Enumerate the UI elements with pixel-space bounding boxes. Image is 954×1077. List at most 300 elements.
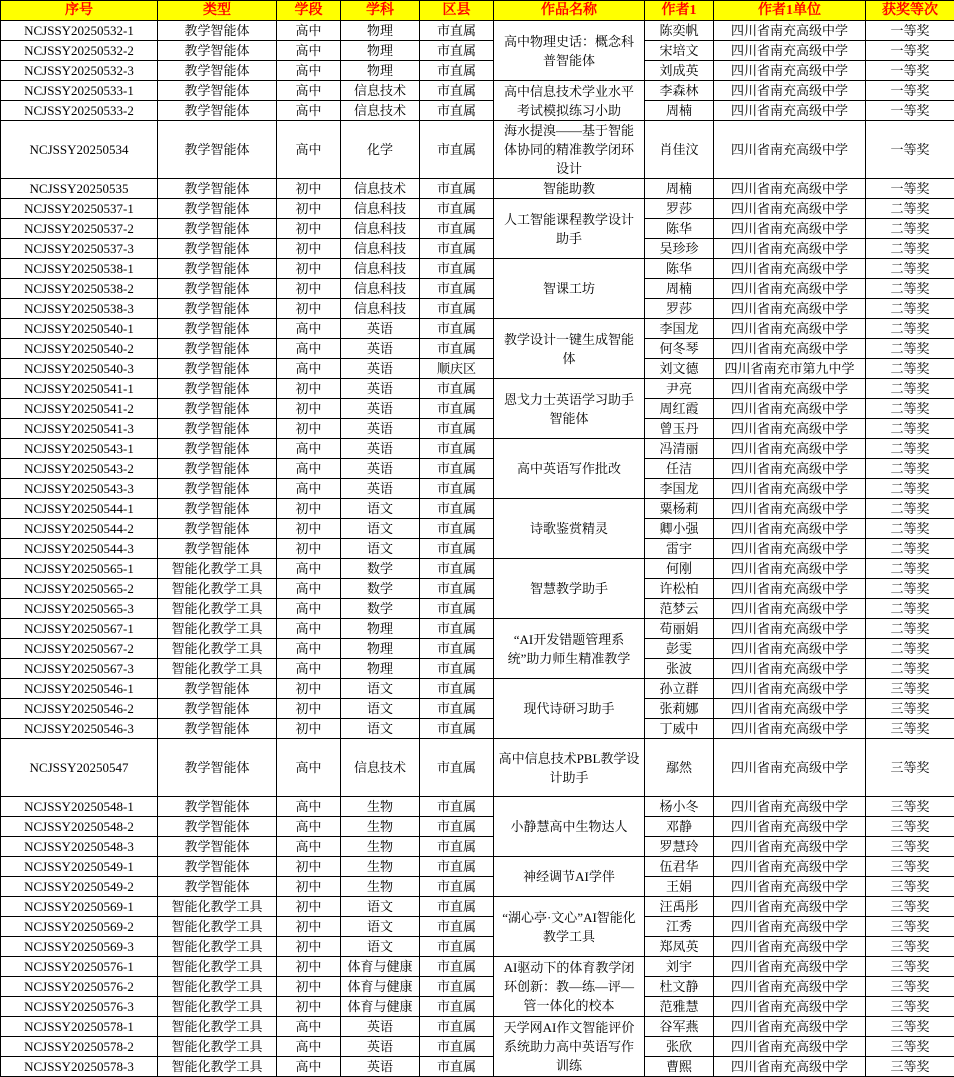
cell-id: NCJSSY20250567-2 (1, 639, 158, 659)
cell-stage: 高中 (277, 1017, 341, 1037)
cell-id: NCJSSY20250540-1 (1, 319, 158, 339)
cell-author: 李森林 (645, 81, 714, 101)
cell-stage: 初中 (277, 857, 341, 877)
cell-type: 教学智能体 (158, 61, 277, 81)
cell-award: 二等奖 (866, 499, 954, 519)
cell-district: 市直属 (420, 599, 494, 619)
cell-subject: 生物 (341, 817, 420, 837)
cell-stage: 高中 (277, 479, 341, 499)
cell-district: 市直属 (420, 837, 494, 857)
cell-type: 智能化教学工具 (158, 579, 277, 599)
cell-work: 智能助教 (494, 179, 645, 199)
cell-award: 三等奖 (866, 1037, 954, 1057)
cell-subject: 语文 (341, 897, 420, 917)
cell-type: 教学智能体 (158, 81, 277, 101)
cell-type: 教学智能体 (158, 101, 277, 121)
cell-unit: 四川省南充高级中学 (714, 897, 866, 917)
cell-work: “AI开发错题管理系统”助力师生精准教学 (494, 619, 645, 679)
table-row (1, 479, 954, 499)
cell-id: NCJSSY20250565-1 (1, 559, 158, 579)
table-row (1, 957, 954, 977)
cell-type: 教学智能体 (158, 399, 277, 419)
table-row (1, 997, 954, 1017)
cell-unit: 四川省南充高级中学 (714, 817, 866, 837)
cell-district: 市直属 (420, 101, 494, 121)
cell-type: 教学智能体 (158, 41, 277, 61)
cell-id: NCJSSY20250540-2 (1, 339, 158, 359)
cell-author: 伍君华 (645, 857, 714, 877)
cell-type: 教学智能体 (158, 479, 277, 499)
cell-id: NCJSSY20250567-3 (1, 659, 158, 679)
cell-district: 市直属 (420, 219, 494, 239)
column-header-award: 获奖等次 (866, 1, 954, 21)
cell-subject: 生物 (341, 877, 420, 897)
cell-type: 教学智能体 (158, 539, 277, 559)
cell-work: 人工智能课程教学设计助手 (494, 199, 645, 259)
table-body (1, 21, 954, 1077)
cell-id: NCJSSY20250540-3 (1, 359, 158, 379)
cell-unit: 四川省南充高级中学 (714, 877, 866, 897)
cell-subject: 英语 (341, 1017, 420, 1037)
table-row (1, 559, 954, 579)
table-row (1, 359, 954, 379)
cell-district: 市直属 (420, 259, 494, 279)
cell-id: NCJSSY20250546-1 (1, 679, 158, 699)
cell-district: 市直属 (420, 679, 494, 699)
cell-stage: 高中 (277, 41, 341, 61)
cell-id: NCJSSY20250569-2 (1, 917, 158, 937)
cell-award: 二等奖 (866, 599, 954, 619)
cell-unit: 四川省南充高级中学 (714, 179, 866, 199)
cell-author: 李国龙 (645, 319, 714, 339)
cell-author: 苟丽娟 (645, 619, 714, 639)
cell-subject: 物理 (341, 61, 420, 81)
cell-stage: 初中 (277, 997, 341, 1017)
cell-unit: 四川省南充高级中学 (714, 957, 866, 977)
table-row (1, 239, 954, 259)
cell-work: 高中英语写作批改 (494, 439, 645, 499)
cell-work: AI驱动下的体育教学闭环创新：教—练—评—管一体化的校本 (494, 957, 645, 1017)
cell-id: NCJSSY20250537-3 (1, 239, 158, 259)
table-row (1, 857, 954, 877)
cell-award: 二等奖 (866, 559, 954, 579)
cell-award: 二等奖 (866, 459, 954, 479)
cell-subject: 生物 (341, 797, 420, 817)
cell-id: NCJSSY20250533-1 (1, 81, 158, 101)
cell-stage: 初中 (277, 279, 341, 299)
cell-unit: 四川省南充高级中学 (714, 499, 866, 519)
cell-id: NCJSSY20250565-2 (1, 579, 158, 599)
table-row (1, 499, 954, 519)
cell-district: 市直属 (420, 239, 494, 259)
table-row (1, 459, 954, 479)
cell-type: 教学智能体 (158, 519, 277, 539)
cell-author: 周楠 (645, 279, 714, 299)
cell-subject: 英语 (341, 419, 420, 439)
table-row (1, 199, 954, 219)
cell-award: 二等奖 (866, 639, 954, 659)
cell-stage: 高中 (277, 797, 341, 817)
column-header-type: 类型 (158, 1, 277, 21)
cell-stage: 初中 (277, 699, 341, 719)
cell-district: 市直属 (420, 917, 494, 937)
cell-award: 二等奖 (866, 579, 954, 599)
table-row (1, 739, 954, 797)
cell-id: NCJSSY20250546-3 (1, 719, 158, 739)
cell-unit: 四川省南充高级中学 (714, 1017, 866, 1037)
cell-work: 诗歌鉴赏精灵 (494, 499, 645, 559)
cell-subject: 生物 (341, 857, 420, 877)
cell-unit: 四川省南充高级中学 (714, 977, 866, 997)
cell-author: 丁威中 (645, 719, 714, 739)
cell-award: 三等奖 (866, 797, 954, 817)
cell-type: 教学智能体 (158, 379, 277, 399)
cell-stage: 高中 (277, 61, 341, 81)
cell-unit: 四川省南充高级中学 (714, 219, 866, 239)
cell-type: 教学智能体 (158, 279, 277, 299)
cell-district: 市直属 (420, 579, 494, 599)
cell-unit: 四川省南充高级中学 (714, 1037, 866, 1057)
table-row (1, 279, 954, 299)
cell-type: 智能化教学工具 (158, 937, 277, 957)
cell-district: 市直属 (420, 459, 494, 479)
cell-stage: 高中 (277, 101, 341, 121)
cell-stage: 初中 (277, 917, 341, 937)
table-row (1, 837, 954, 857)
cell-stage: 高中 (277, 579, 341, 599)
cell-id: NCJSSY20250538-1 (1, 259, 158, 279)
cell-id: NCJSSY20250567-1 (1, 619, 158, 639)
cell-award: 三等奖 (866, 1057, 954, 1077)
cell-unit: 四川省南充高级中学 (714, 399, 866, 419)
cell-subject: 信息科技 (341, 239, 420, 259)
cell-subject: 英语 (341, 399, 420, 419)
cell-author: 邓静 (645, 817, 714, 837)
table-row (1, 299, 954, 319)
cell-subject: 英语 (341, 319, 420, 339)
cell-work: 恩戈力士英语学习助手智能体 (494, 379, 645, 439)
cell-award: 二等奖 (866, 339, 954, 359)
cell-type: 教学智能体 (158, 359, 277, 379)
header-row (1, 1, 954, 21)
cell-unit: 四川省南充高级中学 (714, 479, 866, 499)
table-row (1, 659, 954, 679)
cell-award: 三等奖 (866, 837, 954, 857)
cell-type: 教学智能体 (158, 877, 277, 897)
cell-stage: 高中 (277, 459, 341, 479)
cell-district: 市直属 (420, 319, 494, 339)
cell-award: 一等奖 (866, 121, 954, 179)
cell-stage: 初中 (277, 239, 341, 259)
cell-type: 教学智能体 (158, 499, 277, 519)
table-row (1, 259, 954, 279)
cell-id: NCJSSY20250548-2 (1, 817, 158, 837)
cell-unit: 四川省南充高级中学 (714, 379, 866, 399)
cell-id: NCJSSY20250538-3 (1, 299, 158, 319)
table-row (1, 977, 954, 997)
cell-district: 市直属 (420, 1057, 494, 1077)
cell-type: 教学智能体 (158, 219, 277, 239)
cell-stage: 高中 (277, 619, 341, 639)
cell-award: 三等奖 (866, 739, 954, 797)
cell-id: NCJSSY20250578-1 (1, 1017, 158, 1037)
cell-id: NCJSSY20250533-2 (1, 101, 158, 121)
cell-author: 粟杨莉 (645, 499, 714, 519)
cell-stage: 初中 (277, 399, 341, 419)
table-row (1, 917, 954, 937)
cell-district: 市直属 (420, 937, 494, 957)
cell-unit: 四川省南充高级中学 (714, 837, 866, 857)
cell-type: 智能化教学工具 (158, 619, 277, 639)
cell-award: 二等奖 (866, 399, 954, 419)
cell-type: 教学智能体 (158, 439, 277, 459)
cell-type: 教学智能体 (158, 419, 277, 439)
cell-award: 一等奖 (866, 41, 954, 61)
cell-stage: 高中 (277, 81, 341, 101)
cell-author: 李国龙 (645, 479, 714, 499)
cell-unit: 四川省南充高级中学 (714, 699, 866, 719)
cell-id: NCJSSY20250532-1 (1, 21, 158, 41)
cell-district: 市直属 (420, 619, 494, 639)
cell-type: 教学智能体 (158, 199, 277, 219)
cell-award: 三等奖 (866, 877, 954, 897)
cell-id: NCJSSY20250578-3 (1, 1057, 158, 1077)
table-row (1, 21, 954, 41)
cell-stage: 高中 (277, 319, 341, 339)
cell-stage: 高中 (277, 439, 341, 459)
cell-id: NCJSSY20250543-2 (1, 459, 158, 479)
cell-unit: 四川省南充高级中学 (714, 319, 866, 339)
cell-district: 市直属 (420, 279, 494, 299)
cell-type: 教学智能体 (158, 817, 277, 837)
cell-award: 二等奖 (866, 299, 954, 319)
cell-author: 卿小强 (645, 519, 714, 539)
cell-award: 一等奖 (866, 179, 954, 199)
cell-stage: 高中 (277, 739, 341, 797)
cell-author: 吴珍珍 (645, 239, 714, 259)
cell-award: 一等奖 (866, 61, 954, 81)
cell-subject: 数学 (341, 579, 420, 599)
cell-stage: 初中 (277, 877, 341, 897)
cell-award: 二等奖 (866, 619, 954, 639)
cell-subject: 语文 (341, 719, 420, 739)
cell-type: 智能化教学工具 (158, 639, 277, 659)
cell-award: 二等奖 (866, 359, 954, 379)
cell-district: 市直属 (420, 957, 494, 977)
cell-district: 市直属 (420, 857, 494, 877)
cell-subject: 英语 (341, 359, 420, 379)
cell-type: 智能化教学工具 (158, 1017, 277, 1037)
cell-author: 张欣 (645, 1037, 714, 1057)
cell-award: 二等奖 (866, 379, 954, 399)
cell-subject: 英语 (341, 1037, 420, 1057)
cell-author: 张莉娜 (645, 699, 714, 719)
cell-type: 智能化教学工具 (158, 1037, 277, 1057)
cell-unit: 四川省南充高级中学 (714, 559, 866, 579)
cell-subject: 信息科技 (341, 259, 420, 279)
cell-district: 市直属 (420, 559, 494, 579)
table-row (1, 81, 954, 101)
cell-author: 何刚 (645, 559, 714, 579)
cell-award: 二等奖 (866, 199, 954, 219)
cell-award: 三等奖 (866, 719, 954, 739)
cell-author: 冯清丽 (645, 439, 714, 459)
cell-unit: 四川省南充高级中学 (714, 81, 866, 101)
cell-type: 教学智能体 (158, 121, 277, 179)
cell-type: 教学智能体 (158, 857, 277, 877)
cell-id: NCJSSY20250548-3 (1, 837, 158, 857)
cell-subject: 数学 (341, 599, 420, 619)
cell-stage: 高中 (277, 121, 341, 179)
cell-id: NCJSSY20250549-1 (1, 857, 158, 877)
column-header-unit: 作者1单位 (714, 1, 866, 21)
cell-author: 曹熙 (645, 1057, 714, 1077)
cell-unit: 四川省南充高级中学 (714, 1057, 866, 1077)
cell-author: 周楠 (645, 101, 714, 121)
table-row (1, 121, 954, 179)
cell-district: 市直属 (420, 479, 494, 499)
cell-type: 教学智能体 (158, 459, 277, 479)
table-row (1, 679, 954, 699)
cell-author: 彭雯 (645, 639, 714, 659)
cell-unit: 四川省南充高级中学 (714, 41, 866, 61)
table-row (1, 219, 954, 239)
cell-id: NCJSSY20250549-2 (1, 877, 158, 897)
cell-subject: 化学 (341, 121, 420, 179)
cell-type: 智能化教学工具 (158, 917, 277, 937)
cell-stage: 初中 (277, 539, 341, 559)
cell-unit: 四川省南充高级中学 (714, 579, 866, 599)
cell-author: 杨小冬 (645, 797, 714, 817)
cell-author: 周红霞 (645, 399, 714, 419)
cell-author: 王娟 (645, 877, 714, 897)
cell-subject: 物理 (341, 21, 420, 41)
cell-stage: 初中 (277, 259, 341, 279)
cell-stage: 初中 (277, 299, 341, 319)
cell-award: 二等奖 (866, 259, 954, 279)
cell-id: NCJSSY20250537-2 (1, 219, 158, 239)
table-row (1, 101, 954, 121)
cell-author: 江秀 (645, 917, 714, 937)
cell-district: 市直属 (420, 399, 494, 419)
cell-author: 何冬琴 (645, 339, 714, 359)
cell-work: 天学网AI作文智能评价系统助力高中英语写作训练 (494, 1017, 645, 1077)
cell-stage: 初中 (277, 719, 341, 739)
table-row (1, 817, 954, 837)
cell-district: 市直属 (420, 179, 494, 199)
cell-author: 陈华 (645, 259, 714, 279)
cell-id: NCJSSY20250532-3 (1, 61, 158, 81)
cell-district: 市直属 (420, 797, 494, 817)
cell-award: 一等奖 (866, 21, 954, 41)
cell-type: 智能化教学工具 (158, 997, 277, 1017)
cell-unit: 四川省南充高级中学 (714, 659, 866, 679)
cell-id: NCJSSY20250543-3 (1, 479, 158, 499)
table-row (1, 539, 954, 559)
cell-author: 鄢然 (645, 739, 714, 797)
cell-subject: 语文 (341, 937, 420, 957)
cell-district: 市直属 (420, 719, 494, 739)
cell-type: 教学智能体 (158, 259, 277, 279)
cell-stage: 初中 (277, 977, 341, 997)
cell-stage: 初中 (277, 419, 341, 439)
cell-subject: 体育与健康 (341, 957, 420, 977)
cell-subject: 物理 (341, 619, 420, 639)
cell-id: NCJSSY20250548-1 (1, 797, 158, 817)
cell-subject: 语文 (341, 917, 420, 937)
cell-stage: 初中 (277, 937, 341, 957)
cell-author: 宋培文 (645, 41, 714, 61)
cell-type: 智能化教学工具 (158, 559, 277, 579)
cell-type: 教学智能体 (158, 179, 277, 199)
cell-type: 教学智能体 (158, 319, 277, 339)
cell-unit: 四川省南充高级中学 (714, 997, 866, 1017)
table-row (1, 699, 954, 719)
cell-work: 神经调节AI学伴 (494, 857, 645, 897)
column-header-stage: 学段 (277, 1, 341, 21)
cell-id: NCJSSY20250544-2 (1, 519, 158, 539)
cell-type: 教学智能体 (158, 837, 277, 857)
cell-unit: 四川省南充高级中学 (714, 259, 866, 279)
cell-author: 罗莎 (645, 199, 714, 219)
cell-subject: 语文 (341, 699, 420, 719)
cell-author: 肖佳汶 (645, 121, 714, 179)
cell-unit: 四川省南充高级中学 (714, 339, 866, 359)
cell-subject: 英语 (341, 459, 420, 479)
cell-award: 三等奖 (866, 997, 954, 1017)
cell-award: 二等奖 (866, 479, 954, 499)
cell-district: 市直属 (420, 977, 494, 997)
table-row (1, 797, 954, 817)
cell-id: NCJSSY20250543-1 (1, 439, 158, 459)
table-row (1, 619, 954, 639)
cell-stage: 高中 (277, 339, 341, 359)
cell-award: 三等奖 (866, 937, 954, 957)
cell-award: 二等奖 (866, 219, 954, 239)
table-row (1, 319, 954, 339)
cell-award: 二等奖 (866, 539, 954, 559)
table-row (1, 399, 954, 419)
cell-id: NCJSSY20250565-3 (1, 599, 158, 619)
cell-unit: 四川省南充高级中学 (714, 937, 866, 957)
cell-id: NCJSSY20250544-3 (1, 539, 158, 559)
cell-id: NCJSSY20250541-3 (1, 419, 158, 439)
cell-subject: 英语 (341, 1057, 420, 1077)
cell-award: 三等奖 (866, 917, 954, 937)
cell-subject: 信息科技 (341, 279, 420, 299)
cell-unit: 四川省南充高级中学 (714, 21, 866, 41)
table-row (1, 379, 954, 399)
cell-id: NCJSSY20250537-1 (1, 199, 158, 219)
cell-author: 尹亮 (645, 379, 714, 399)
cell-work: 现代诗研习助手 (494, 679, 645, 739)
cell-stage: 初中 (277, 179, 341, 199)
column-header-subject: 学科 (341, 1, 420, 21)
cell-subject: 语文 (341, 499, 420, 519)
cell-district: 顺庆区 (420, 359, 494, 379)
cell-author: 范雅慧 (645, 997, 714, 1017)
cell-unit: 四川省南充高级中学 (714, 797, 866, 817)
cell-type: 教学智能体 (158, 719, 277, 739)
cell-stage: 高中 (277, 659, 341, 679)
cell-district: 市直属 (420, 439, 494, 459)
cell-unit: 四川省南充高级中学 (714, 857, 866, 877)
cell-unit: 四川省南充高级中学 (714, 199, 866, 219)
cell-district: 市直属 (420, 1037, 494, 1057)
cell-type: 教学智能体 (158, 339, 277, 359)
cell-unit: 四川省南充高级中学 (714, 719, 866, 739)
column-header-work: 作品名称 (494, 1, 645, 21)
